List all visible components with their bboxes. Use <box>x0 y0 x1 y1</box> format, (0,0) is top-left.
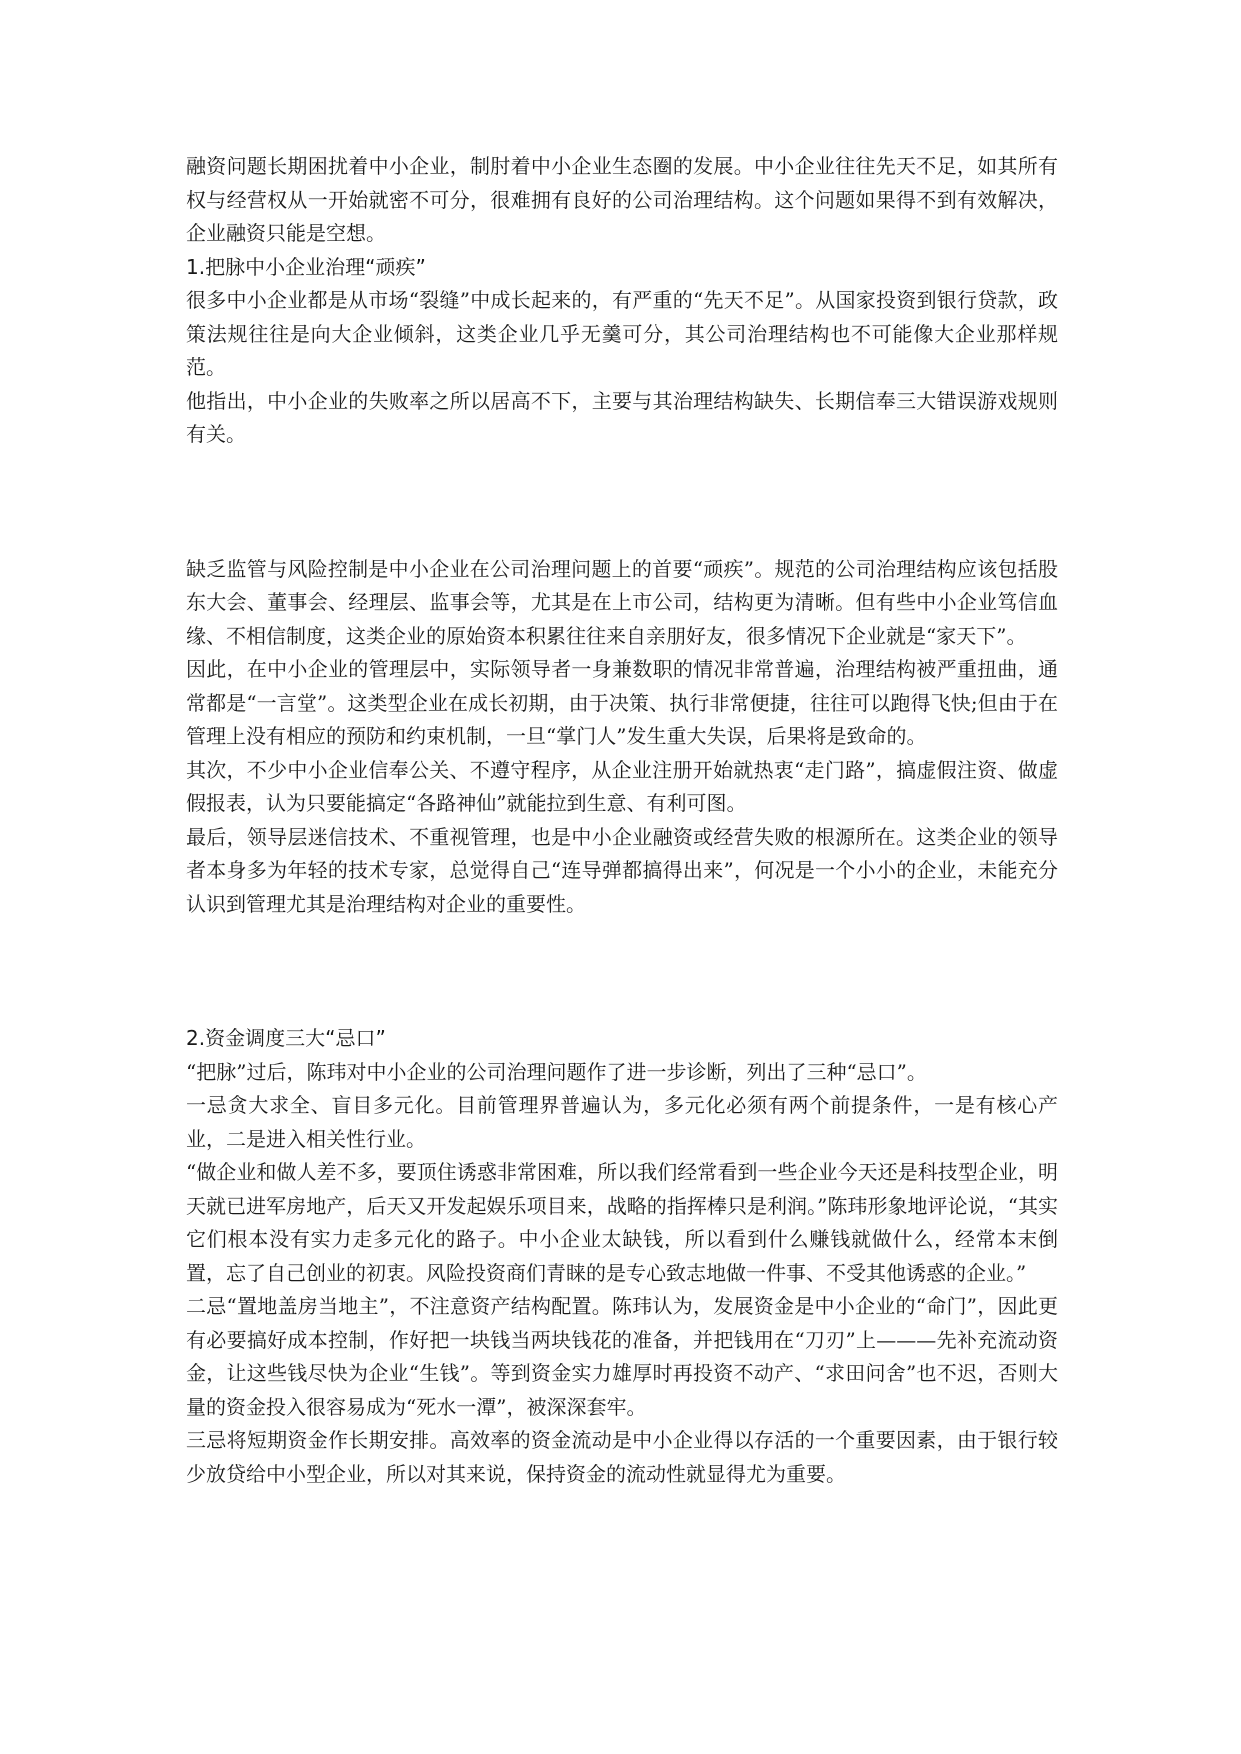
paragraph: 一忌贪大求全、盲目多元化。目前管理界普遍认为，多元化必须有两个前提条件，一是有核心产业，二是进入相关性行业。 <box>186 1093 1058 1151</box>
paragraph: 缺乏监管与风险控制是中小企业在公司治理问题上的首要“顽疾”。规范的公司治理结构应该包括股东大会、董事会、经理层、监事会等，尤其是在上市公司，结构更为清晰。但有些中小企业笃信血缘、不相信制度，这类企业的原始资本积累往往来自亲朋好友，很多情况下企业就是“家天下”。 <box>186 556 1058 648</box>
paragraph: 最后，领导层迷信技术、不重视管理，也是中小企业融资或经营失败的根源所在。这类企业的领导者本身多为年轻的技术专家，总觉得自己“连导弹都搞得出来”，何况是一个小小的企业，未能充分认识到管理尤其是治理结构对企业的重要性。 <box>186 824 1058 916</box>
paragraph: “把脉”过后，陈玮对中小企业的公司治理问题作了进一步诊断，列出了三种“忌口”。 <box>186 1059 927 1084</box>
paragraph: 因此，在中小企业的管理层中，实际领导者一身兼数职的情况非常普遍，治理结构被严重扭曲，通常都是“一言堂”。这类型企业在成长初期，由于决策、执行非常便捷，往往可以跑得飞快;但由于在管理上没有相应的预防和约束机制，一旦“掌门人”发生重大失误，后果将是致命的。 <box>186 657 1058 748</box>
paragraph: 二忌“置地盖房当地主”，不注意资产结构配置。陈玮认为，发展资金是中小企业的“命门”，因此更有必要搞好成本控制，作好把一块钱当两块钱花的准备，并把钱用在“刀刃”上———先补充流动资金，让这些钱尽快为企业“生钱”。等到资金实力雄厚时再投资不动产、“求田问舍”也不迟，否则大量的资金投入很容易成为“死水一潭”，被深深套牢。 <box>186 1294 1058 1419</box>
section-heading-2: 2.资金调度三大“忌口” <box>186 1026 386 1050</box>
blank-spacer <box>186 452 1058 553</box>
paragraph: 三忌将短期资金作长期安排。高效率的资金流动是中小企业得以存活的一个重要因素，由于银行较少放贷给中小型企业，所以对其来说，保持资金的流动性就显得尤为重要。 <box>186 1428 1058 1486</box>
blank-spacer <box>186 921 1058 1022</box>
paragraph: 其次，不少中小企业信奉公关、不遵守程序，从企业注册开始就热衷“走门路”，搞虚假注资、做虚假报表，认为只要能搞定“各路神仙”就能拉到生意、有利可图。 <box>186 757 1058 815</box>
paragraph: 很多中小企业都是从市场“裂缝”中成长起来的，有严重的“先天不足”。从国家投资到银行贷款，政策法规往往是向大企业倾斜，这类企业几乎无羹可分，其公司治理结构也不可能像大企业那样规范。 <box>186 288 1058 379</box>
paragraph: 融资问题长期困扰着中小企业，制肘着中小企业生态圈的发展。中小企业往往先天不足，如其所有权与经营权从一开始就密不可分，很难拥有良好的公司治理结构。这个问题如果得不到有效解决，企业融资只能是空想。 <box>186 154 1058 245</box>
document-page <box>186 150 1058 1491</box>
paragraph: 他指出，中小企业的失败率之所以居高不下，主要与其治理结构缺失、长期信奉三大错误游戏规则有关。 <box>186 388 1058 446</box>
section-heading-1: 1.把脉中小企业治理“顽疾” <box>186 254 426 279</box>
paragraph: “做企业和做人差不多，要顶住诱惑非常困难，所以我们经常看到一些企业今天还是科技型企业，明天就已进军房地产，后天又开发起娱乐项目来，战略的指挥棒只是利润。”陈玮形象地评论说，“其实它们根本没有实力走多元化的路子。中小企业太缺钱，所以看到什么赚钱就做什么，经常本末倒置，忘了自己创业的初衷。风险投资商们青睐的是专心致志地做一件事、不受其他诱惑的企业。” <box>186 1160 1058 1285</box>
